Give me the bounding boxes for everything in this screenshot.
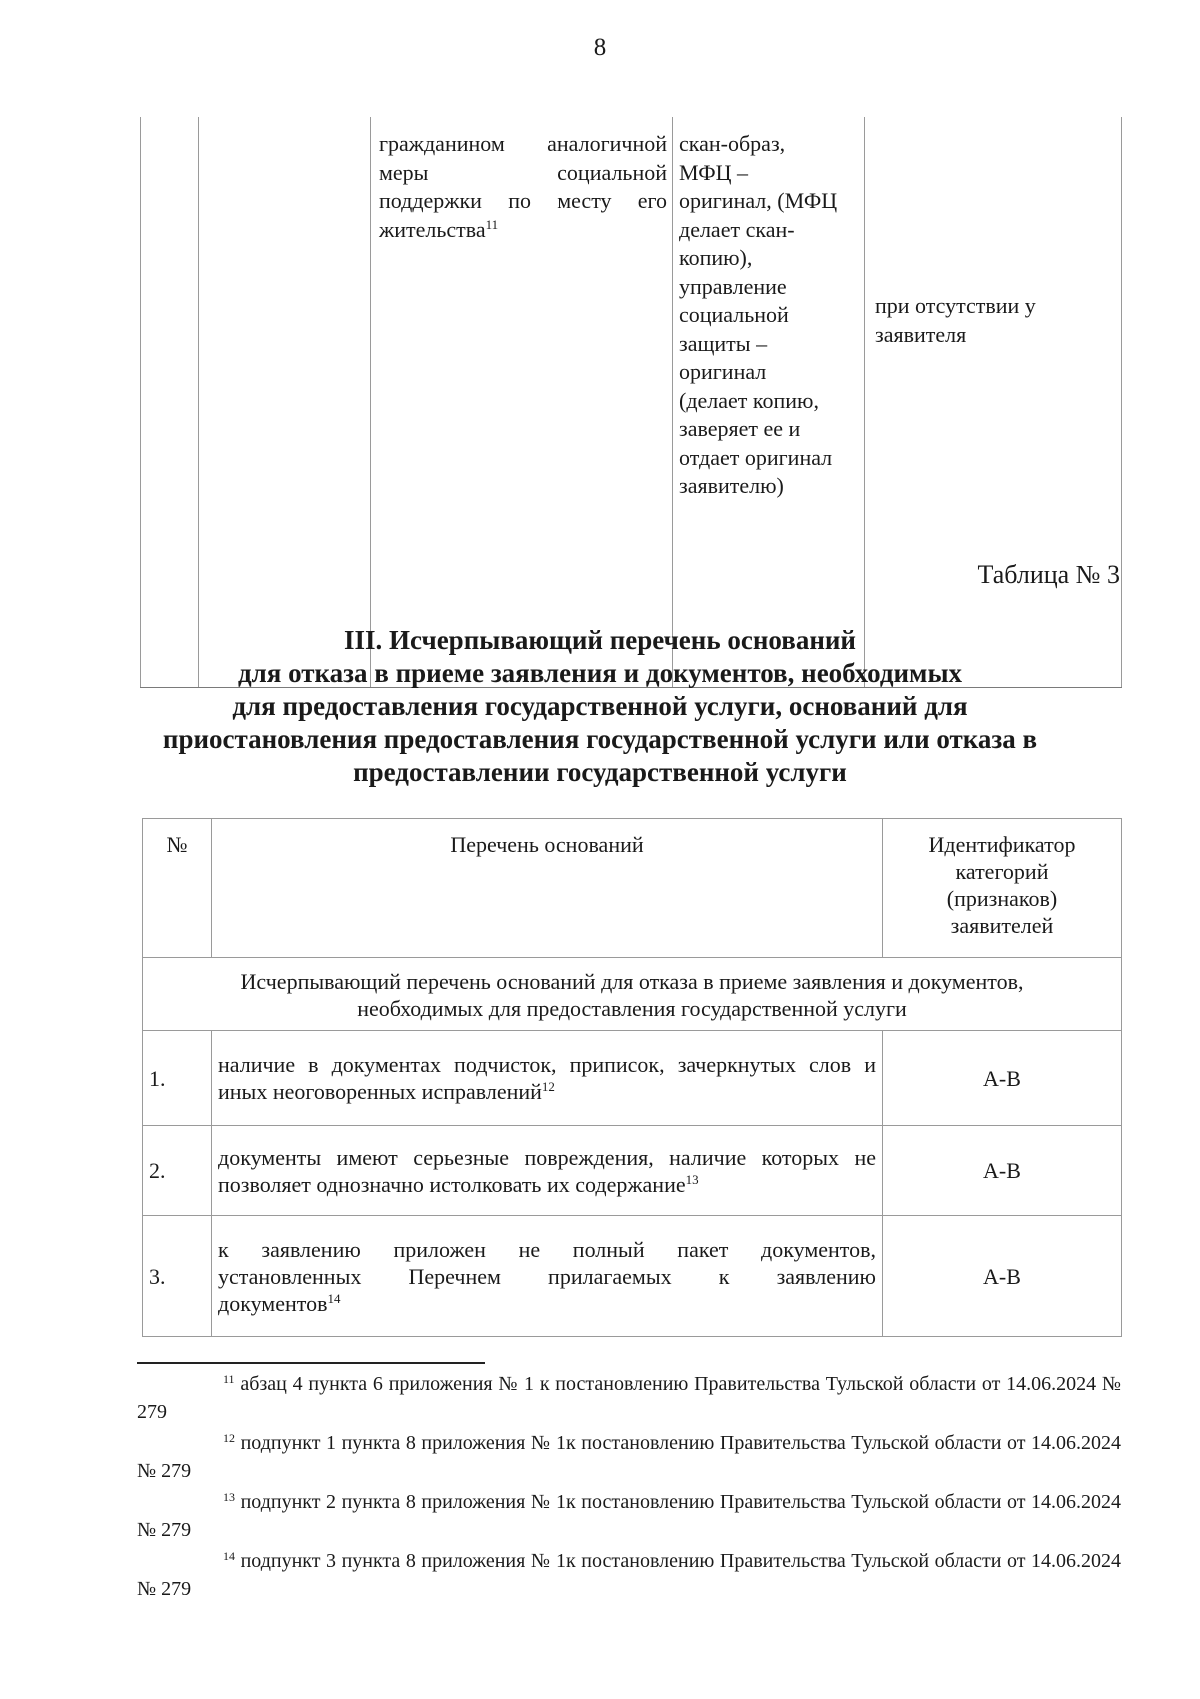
table-row (143, 1031, 1122, 1126)
row-num: 2. (143, 1126, 212, 1216)
row-num: 3. (143, 1216, 212, 1337)
footnote-ref: 13 (685, 1171, 699, 1187)
row-id: А-В (883, 1216, 1122, 1337)
table-row (143, 1216, 1122, 1337)
continuation-cell-2 (199, 117, 371, 688)
footnotes (137, 1370, 1121, 1606)
continuation-line-last: жительства$^{11}$ (379, 216, 499, 242)
section-title: III. Исчерпывающий перечень оснований для отказа в приеме заявления и документов, необходимых для предоставления государственной услуги, оснований для приостановления предоставления государственной услуги или отказа в предоставлении государственной услуги (162, 625, 1038, 787)
continuation-cell-1 (141, 117, 199, 688)
continuation-line: поддержки по месту его (379, 188, 667, 213)
footnote-ref: 14 (327, 1290, 341, 1306)
page-number: 8 (593, 34, 607, 61)
row-text: к заявлению приложен не полный пакет документов, установленных Перечнем прилагаемых к заявлению документов$^{14}$ (212, 1216, 883, 1337)
grounds-table (142, 818, 1122, 1337)
row-id: А-В (883, 1031, 1122, 1126)
continuation-cell-4: скан-образ, МФЦ – оригинал, (МФЦ делает скан- копию), управление социальной защиты – оригинал (делает копию, заверяет ее и отдает оригинал заявителю) (673, 117, 865, 688)
footnote-ref: 12 (541, 1079, 555, 1094)
footnote: $^{11}$ абзац 4 пункта 6 приложения № 1 к постановлению Правительства Тульской области от 14.06.2024 № 279 (137, 1372, 1121, 1423)
row-text: наличие в документах подчисток, приписок, зачеркнутых слов и иных неоговоренных исправлений$^{12}$ (212, 1031, 883, 1126)
table-subheader-row (143, 958, 1122, 1031)
header-num: № (143, 819, 212, 958)
subheader-cell: Исчерпывающий перечень оснований для отказа в приеме заявления и документов, необходимых для предоставления государственной услуги (143, 958, 1122, 1031)
row-text: документы имеют серьезные повреждения, наличие которых не позволяет однозначно истолковать их содержание$^{13}$ (212, 1126, 883, 1216)
continuation-line: гражданином аналогичной (379, 131, 667, 156)
header-list: Перечень оснований (212, 819, 883, 958)
table-row (143, 1126, 1122, 1216)
row-num: 1. (143, 1031, 212, 1126)
continuation-table (140, 117, 1122, 688)
footnote-ref: 11 (485, 216, 499, 232)
footnote: $^{12}$ подпункт 1 пункта 8 приложения № 1к постановлению Правительства Тульской области от 14.06.2024 № 279 (137, 1431, 1122, 1482)
table-header-row (143, 819, 1122, 958)
footnote: $^{13}$ подпункт 2 пункта 8 приложения № 1к постановлению Правительства Тульской области от 14.06.2024 № 279 (137, 1490, 1122, 1541)
continuation-cell-3 (371, 117, 673, 688)
continuation-cell-5: при отсутствии у заявителя (865, 117, 1122, 688)
footnote-divider (137, 1362, 485, 1364)
header-id: Идентификатор категорий (признаков) заявителей (883, 819, 1122, 958)
row-id: А-В (883, 1126, 1122, 1216)
table-caption: Таблица № 3 (977, 560, 1120, 589)
continuation-line: меры социальной (379, 159, 667, 185)
footnote: $^{14}$ подпункт 3 пункта 8 приложения № 1к постановлению Правительства Тульской области от 14.06.2024 № 279 (137, 1549, 1122, 1600)
